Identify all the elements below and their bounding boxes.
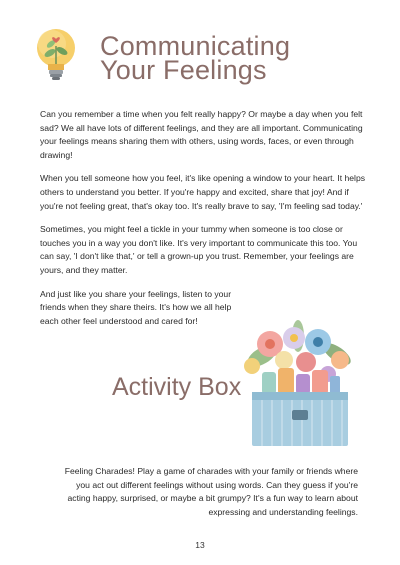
paragraph-4: And just like you share your feelings, listen to your friends when they share theirs. It's how we all help each other feel understood and cared for!	[40, 288, 232, 326]
body-text	[40, 108, 372, 338]
activity-box-title: Activity Box	[112, 373, 242, 401]
paragraph-3: Sometimes, you might feel a tickle in your tummy when someone is too close or touches you in a way you don't like. It's very important to communicate this too. You can say, 'I don't like that,' or tell a grown-up you trust. Remember, your feelings are yours, and they matter.	[40, 224, 358, 275]
flower-box-illustration	[232, 316, 364, 452]
lightbulb-plant-icon	[30, 26, 82, 86]
page-title	[100, 31, 291, 85]
activity-box-text: Feeling Charades! Play a game of charades with your family or friends where you act out different feelings without using words. Can they guess if you're acting happy, surprised, or maybe a bit grumpy? It's a fun way to learn about expressing and understanding feelings.	[64, 466, 358, 517]
paragraph-2: When you tell someone how you feel, it's like opening a window to your heart. It helps others to understand you better. If you're happy and excited, share that joy! And if you're not feeling great, that's okay too. It's really brave to say, 'I'm feeling sad today.'	[40, 173, 366, 211]
paragraph-1: Can you remember a time when you felt really happy? Or maybe a day when you felt sad? We all have lots of different feelings, and they are all important. Communicating your feelings means sharing them with others, using words, faces, or even through drawing!	[40, 109, 363, 160]
title-line-2: Your Feelings	[100, 55, 267, 85]
title-line-1: Communicating	[100, 31, 291, 61]
page-number: 13	[195, 540, 205, 550]
